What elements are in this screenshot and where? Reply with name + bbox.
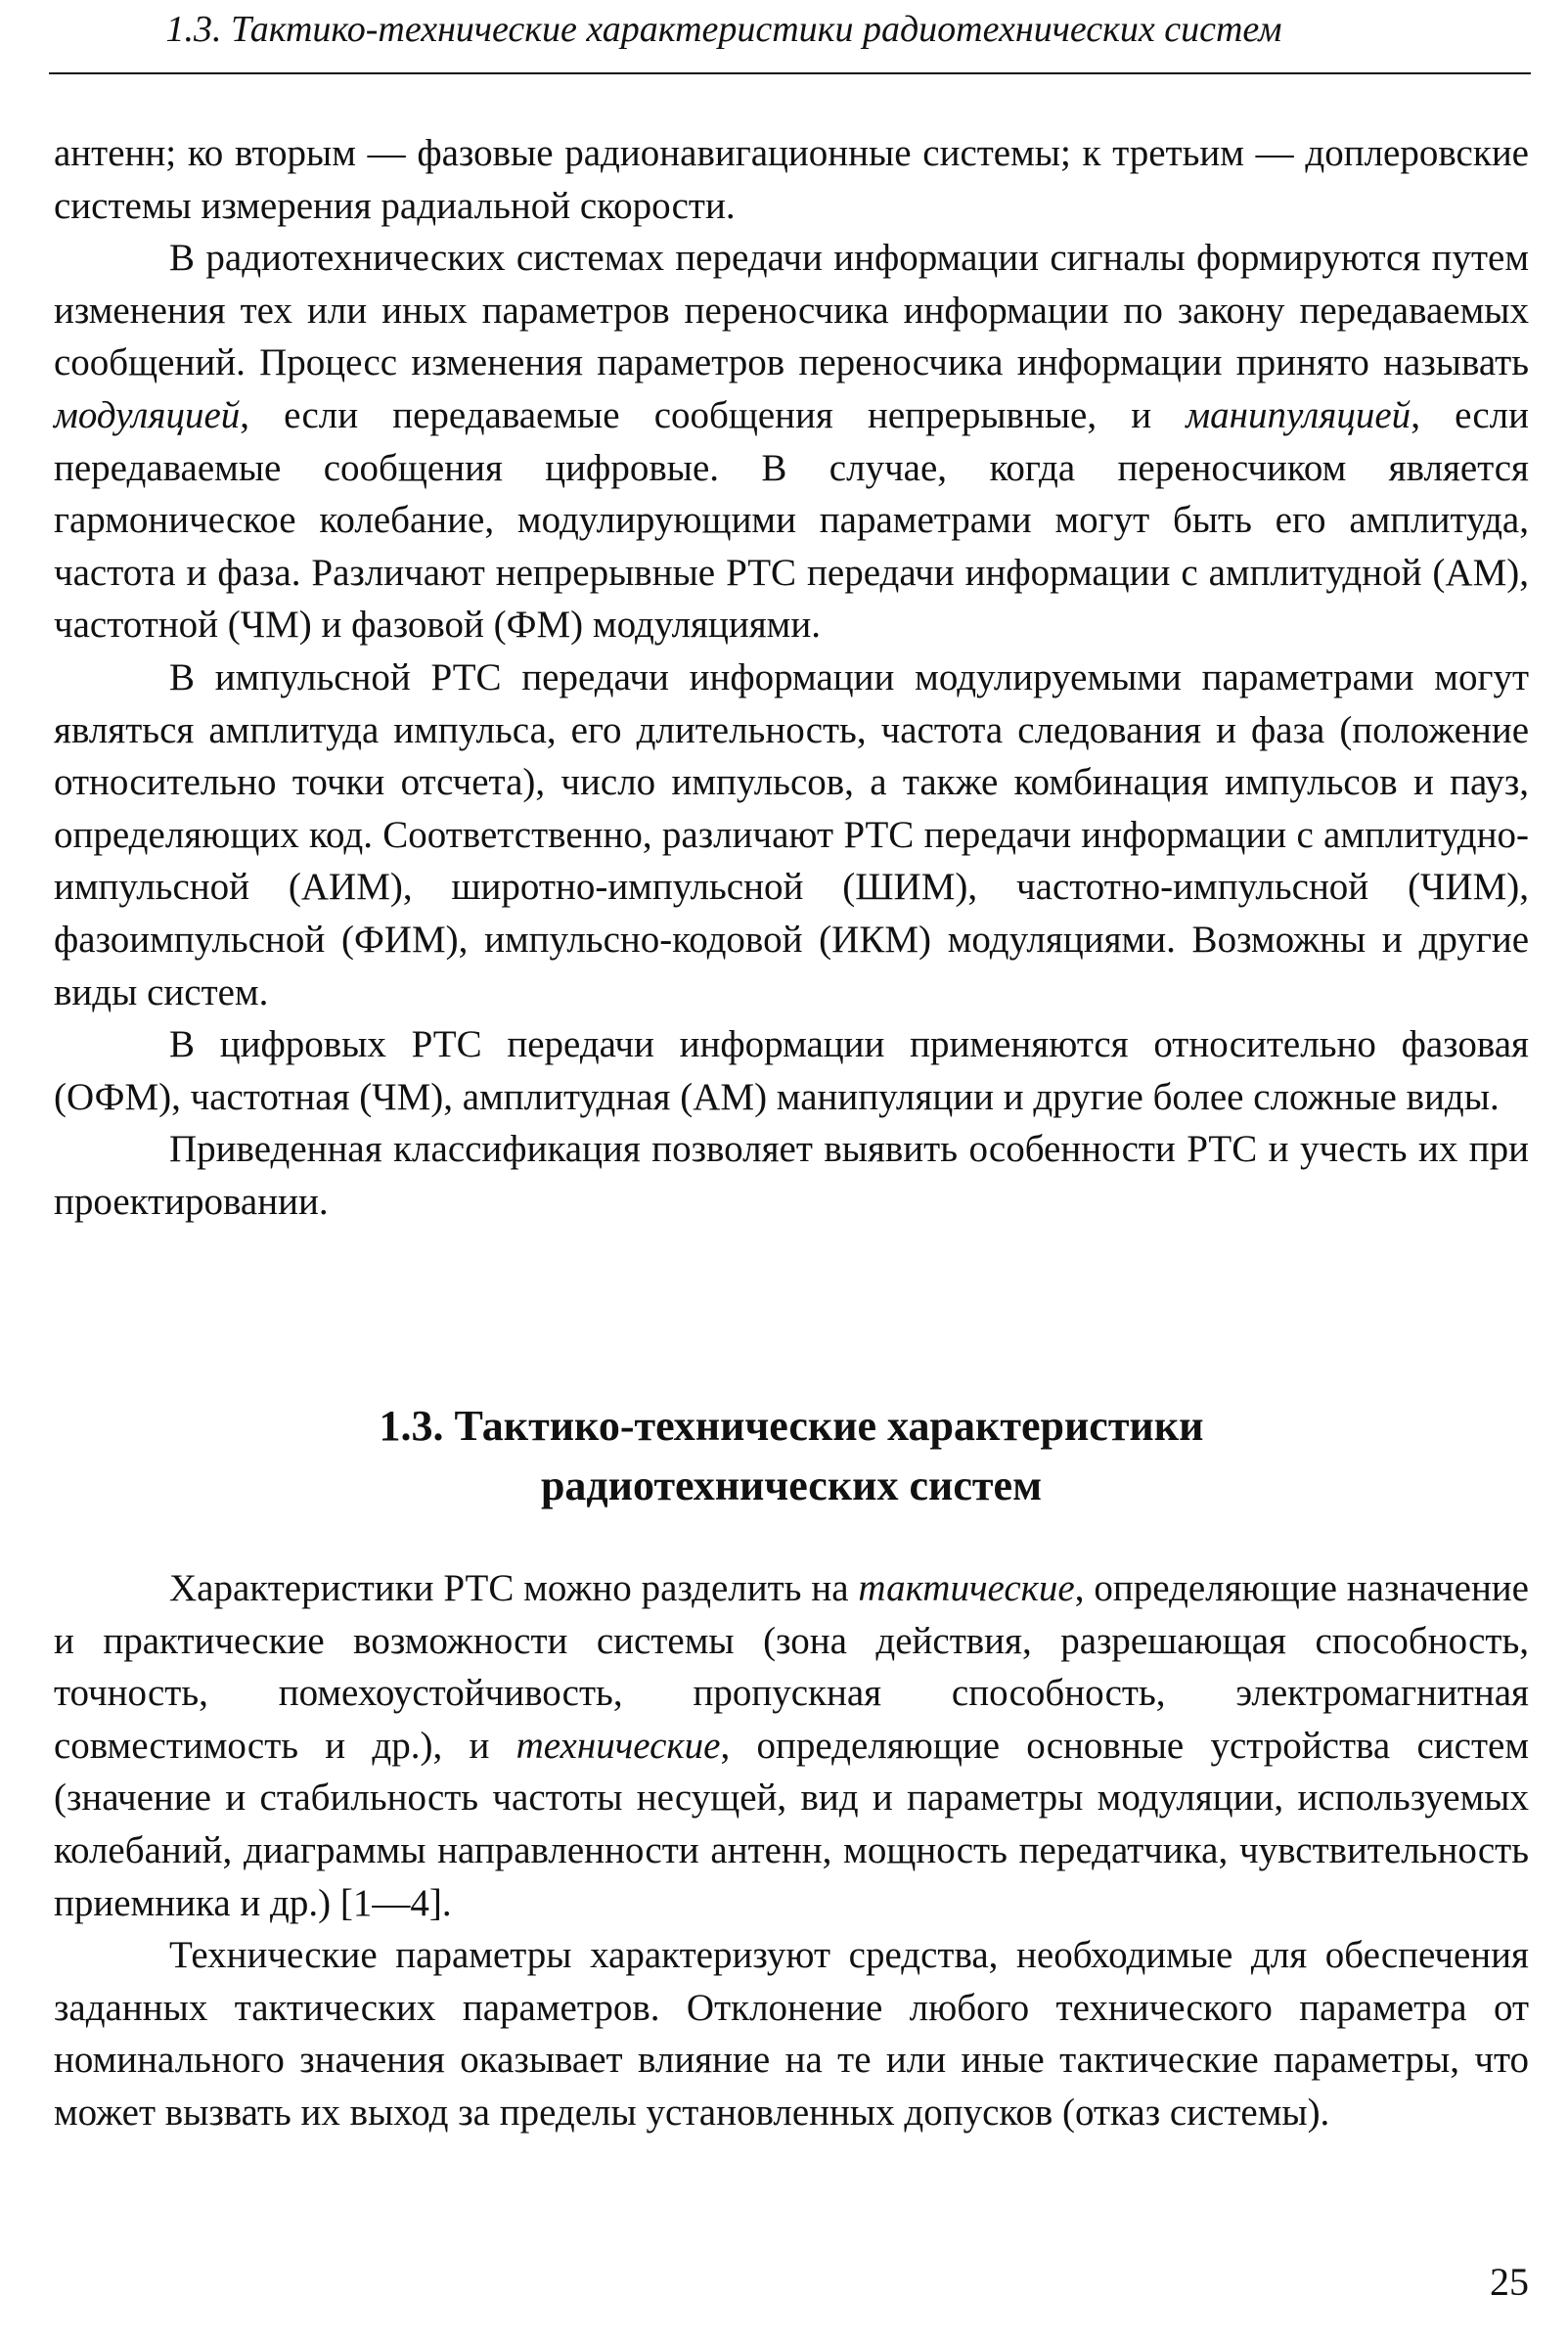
paragraph-text: Характеристики РТС можно разделить на bbox=[169, 1567, 859, 1609]
term-tactical: тактические bbox=[858, 1567, 1075, 1609]
section-heading bbox=[54, 1396, 1529, 1515]
header-divider bbox=[49, 72, 1531, 74]
term-manipulation: манипуляцией bbox=[1186, 393, 1411, 436]
page-number: 25 bbox=[1490, 2260, 1529, 2304]
term-modulation: модуляцией bbox=[54, 393, 241, 436]
paragraph-text: , определяющие назначение и практические возможности системы (зона действия, разрешающая способность, точность, помехоустойчивость, пропускная способность, электромагнитная совместимость и др.), и bbox=[54, 1567, 1529, 1767]
paragraph-pulse-rts: В импульсной РТС передачи информации модулируемыми параметрами могут являться амплитуда импульса, его длительность, частота следования и фаза (положение относительно точки отсчета), число импульсов, а также комбинация импульсов и пауз, определяющих код. Соответственно, различают РТС передачи информации с амплитудно-импульсной (АИМ), широтно-импульсной (ШИМ), частотно-импульсной (ЧИМ), фазоимпульсной (ФИМ), импульсно-кодовой (ИКМ) модуляциями. Возможны и другие виды систем. bbox=[54, 655, 1529, 1013]
paragraph-technical-parameters: Технические параметры характеризуют средства, необходимые для обеспечения заданных тактических параметров. Отклонение любого технического параметра от номинального значения оказывает влияние на те или иные тактические параметры, что может вызвать их выход за пределы установленных допусков (отказ системы). bbox=[54, 1934, 1529, 2134]
running-header: 1.3. Тактико-технические характеристики радиотехнических систем bbox=[165, 9, 1282, 50]
section-heading-line-2: радиотехнических систем bbox=[540, 1462, 1043, 1509]
paragraph-characteristics bbox=[54, 1562, 1529, 1929]
paragraph-text: , если передаваемые сообщения цифровые. В случае, когда переносчиком является гармоническое колебание, модулирующими параметрами могут быть его амплитуда, частота и фаза. Различают непрерывные РТС передачи информации с амплитудной (АМ), частотной (ЧМ) и фазовой (ФМ) модуляциями. bbox=[54, 393, 1529, 647]
text-block-bottom bbox=[54, 1562, 1529, 2139]
paragraph-digital-rts: В цифровых РТС передачи информации применяются относительно фазовая (ОФМ), частотная (ЧМ), амплитудная (АМ) манипуляции и другие более сложные виды. bbox=[54, 1023, 1529, 1118]
paragraph-classification: Приведенная классификация позволяет выявить особенности РТС и учесть их при проектировании. bbox=[54, 1128, 1529, 1223]
section-heading-line-1: 1.3. Тактико-технические характеристики bbox=[379, 1402, 1204, 1450]
paragraph-text: , если передаваемые сообщения непрерывные, и bbox=[240, 393, 1187, 436]
paragraph-continuation: антенн; ко вторым — фазовые радионавигационные системы; к третьим — доплеровские системы измерения радиальной скорости. bbox=[54, 132, 1529, 227]
paragraph-modulation bbox=[54, 232, 1529, 652]
term-technical: технические bbox=[515, 1724, 721, 1767]
text-block-top bbox=[54, 127, 1529, 1228]
paragraph-text: В радиотехнических системах передачи информации сигналы формируются путем изменения тех или иных параметров переносчика информации по закону передаваемых сообщений. Процесс изменения параметров переносчика информации принято называть bbox=[54, 237, 1529, 384]
paragraph-text: , определяющие основные устройства систем (значение и стабильность частоты несущей, вид и параметры модуляции, используемых колебаний, диаграммы направленности антенн, мощность передатчика, чувствительность приемника и др.) [1—4]. bbox=[54, 1724, 1529, 1924]
